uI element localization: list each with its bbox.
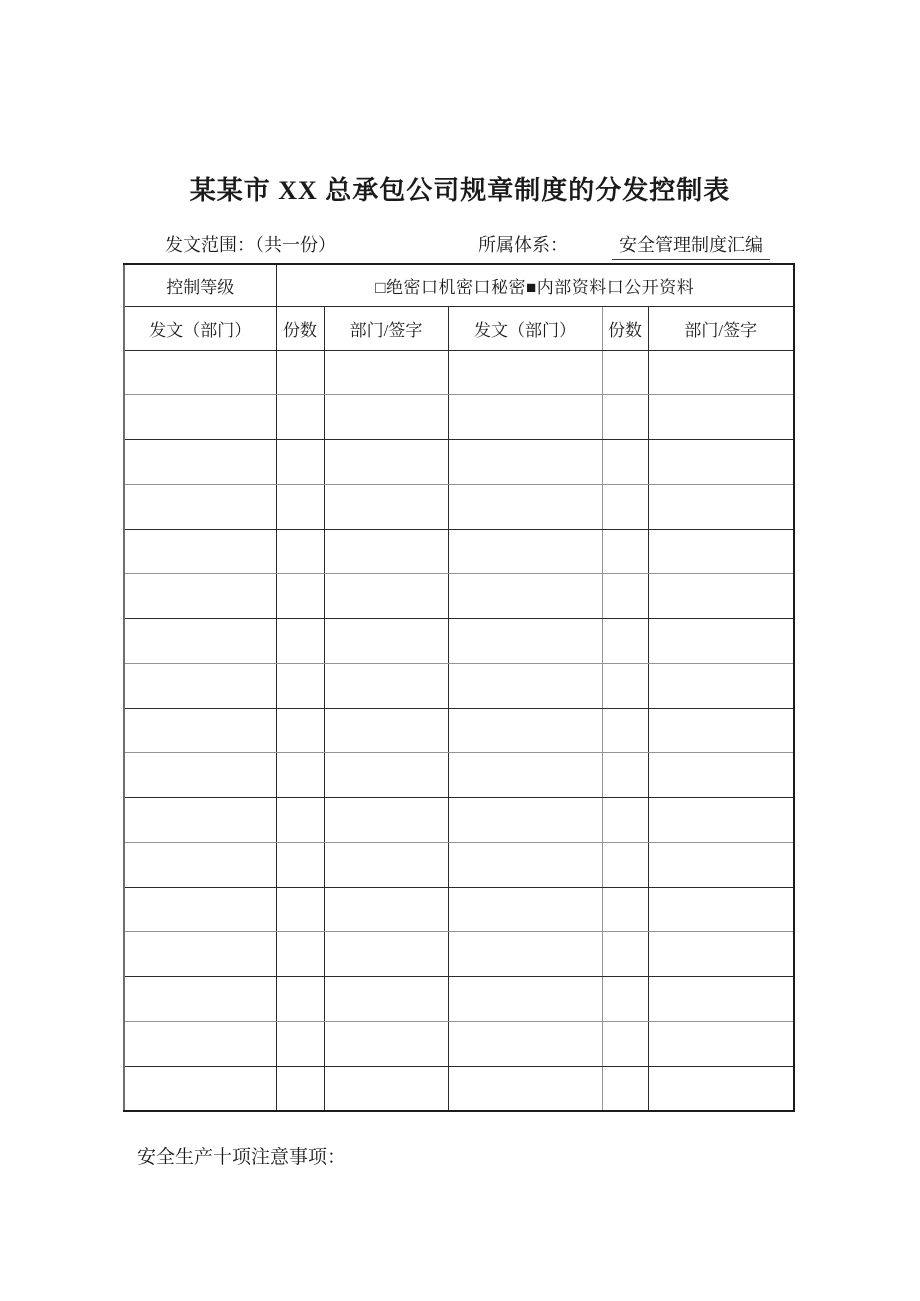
table-row [124,619,794,664]
control-level-label: 控制等级 [124,264,276,306]
table-cell[interactable] [124,574,276,619]
table-cell[interactable] [324,619,448,664]
page-title: 某某市 XX 总承包公司规章制度的分发控制表 [189,176,731,205]
table-cell[interactable] [648,574,794,619]
table-row [124,932,794,977]
table-row [124,440,794,485]
table-cell[interactable] [648,753,794,798]
table-cell[interactable] [602,350,648,395]
table-cell[interactable] [276,977,324,1022]
table-cell[interactable] [276,842,324,887]
table-cell[interactable] [602,932,648,977]
table-cell[interactable] [276,529,324,574]
table-cell[interactable] [124,663,276,708]
table-cell[interactable] [648,842,794,887]
table-body [124,350,794,1111]
table-cell[interactable] [448,842,602,887]
table-cell[interactable] [124,529,276,574]
table-cell[interactable] [324,663,448,708]
table-cell[interactable] [602,1021,648,1066]
table-cell[interactable] [648,619,794,664]
table-cell[interactable] [276,350,324,395]
table-cell[interactable] [276,798,324,843]
table-cell[interactable] [602,395,648,440]
meta-row [0,231,920,257]
table-cell[interactable] [276,440,324,485]
table-row [124,842,794,887]
table-cell[interactable] [648,440,794,485]
table-cell[interactable] [124,1066,276,1111]
table-cell[interactable] [448,619,602,664]
column-header-row [124,306,794,350]
table-cell[interactable] [324,842,448,887]
table-row [124,663,794,708]
table-cell[interactable] [448,932,602,977]
table-cell[interactable] [276,484,324,529]
table-cell[interactable] [448,798,602,843]
table-row [124,395,794,440]
table-cell[interactable] [124,484,276,529]
table-cell[interactable] [602,842,648,887]
table-cell[interactable] [448,395,602,440]
table-cell[interactable] [602,574,648,619]
table-cell[interactable] [276,663,324,708]
table-cell[interactable] [324,574,448,619]
table-row [124,887,794,932]
table-cell[interactable] [448,574,602,619]
table-row [124,708,794,753]
table-cell[interactable] [124,440,276,485]
column-header-dept-sign-left: 部门/签字 [324,306,448,350]
table-cell[interactable] [124,977,276,1022]
table-cell[interactable] [448,1066,602,1111]
table-cell[interactable] [448,663,602,708]
table-cell[interactable] [602,440,648,485]
distribution-scope-label: 发文范围：（共一份） [165,235,336,255]
table-cell[interactable] [324,887,448,932]
table-row [124,350,794,395]
table-row [124,753,794,798]
table-cell[interactable] [324,529,448,574]
column-header-copies-left: 份数 [276,306,324,350]
table-cell[interactable] [276,1066,324,1111]
table-cell[interactable] [648,350,794,395]
table-cell[interactable] [276,395,324,440]
table-cell[interactable] [276,1021,324,1066]
table-cell[interactable] [324,1021,448,1066]
table-cell[interactable] [648,663,794,708]
table-cell[interactable] [648,977,794,1022]
table-cell[interactable] [648,798,794,843]
table-cell[interactable] [602,619,648,664]
table-cell[interactable] [124,395,276,440]
table-cell[interactable] [276,932,324,977]
table-cell[interactable] [602,977,648,1022]
classification-options[interactable]: □绝密口机密口秘密■内部资料口公开资料 [276,264,794,306]
table-cell[interactable] [448,440,602,485]
table-cell[interactable] [124,1021,276,1066]
table-cell[interactable] [124,350,276,395]
table-cell[interactable] [448,708,602,753]
table-cell[interactable] [324,932,448,977]
table-cell[interactable] [602,753,648,798]
table-cell[interactable] [448,977,602,1022]
table-cell[interactable] [648,708,794,753]
table-cell[interactable] [602,529,648,574]
table-cell[interactable] [124,887,276,932]
table-cell[interactable] [276,574,324,619]
table-cell[interactable] [276,887,324,932]
table-cell[interactable] [648,1066,794,1111]
table-cell[interactable] [124,798,276,843]
table-cell[interactable] [124,708,276,753]
table-cell[interactable] [448,753,602,798]
table-cell[interactable] [648,1021,794,1066]
table-cell[interactable] [324,395,448,440]
distribution-control-table [123,263,795,1112]
table-row [124,1066,794,1111]
table-cell[interactable] [324,798,448,843]
table-cell[interactable] [602,887,648,932]
table-cell[interactable] [324,350,448,395]
table-cell[interactable] [276,708,324,753]
table-row [124,529,794,574]
system-value-underlined: 安全管理制度汇编 [612,231,770,260]
column-header-issue-dept-left: 发文（部门） [124,306,276,350]
table-cell[interactable] [124,932,276,977]
table-cell[interactable] [648,887,794,932]
table-cell[interactable] [124,842,276,887]
table-cell[interactable] [324,977,448,1022]
table-cell[interactable] [648,484,794,529]
table-cell[interactable] [324,484,448,529]
table-cell[interactable] [602,663,648,708]
table-cell[interactable] [602,708,648,753]
table-cell[interactable] [324,708,448,753]
table-cell[interactable] [324,440,448,485]
table-cell[interactable] [602,798,648,843]
column-header-dept-sign-right: 部门/签字 [648,306,794,350]
table-cell[interactable] [448,1021,602,1066]
table-cell[interactable] [648,932,794,977]
system-label: 所属体系： [478,235,568,255]
control-level-row [124,264,794,306]
table-cell[interactable] [276,753,324,798]
table-cell[interactable] [324,1066,448,1111]
table-cell[interactable] [276,619,324,664]
table-row [124,977,794,1022]
table-cell[interactable] [602,1066,648,1111]
table-cell[interactable] [648,529,794,574]
table-cell[interactable] [448,529,602,574]
footer-note: 安全生产十项注意事项： [137,1147,347,1168]
table-cell[interactable] [124,619,276,664]
table-cell[interactable] [324,753,448,798]
table-cell[interactable] [448,350,602,395]
table-row [124,1021,794,1066]
table-cell[interactable] [448,484,602,529]
table-row [124,574,794,619]
table-cell[interactable] [448,887,602,932]
column-header-copies-right: 份数 [602,306,648,350]
table-cell[interactable] [124,753,276,798]
table-row [124,798,794,843]
table-cell[interactable] [602,484,648,529]
table-row [124,484,794,529]
table-cell[interactable] [648,395,794,440]
column-header-issue-dept-right: 发文（部门） [448,306,602,350]
